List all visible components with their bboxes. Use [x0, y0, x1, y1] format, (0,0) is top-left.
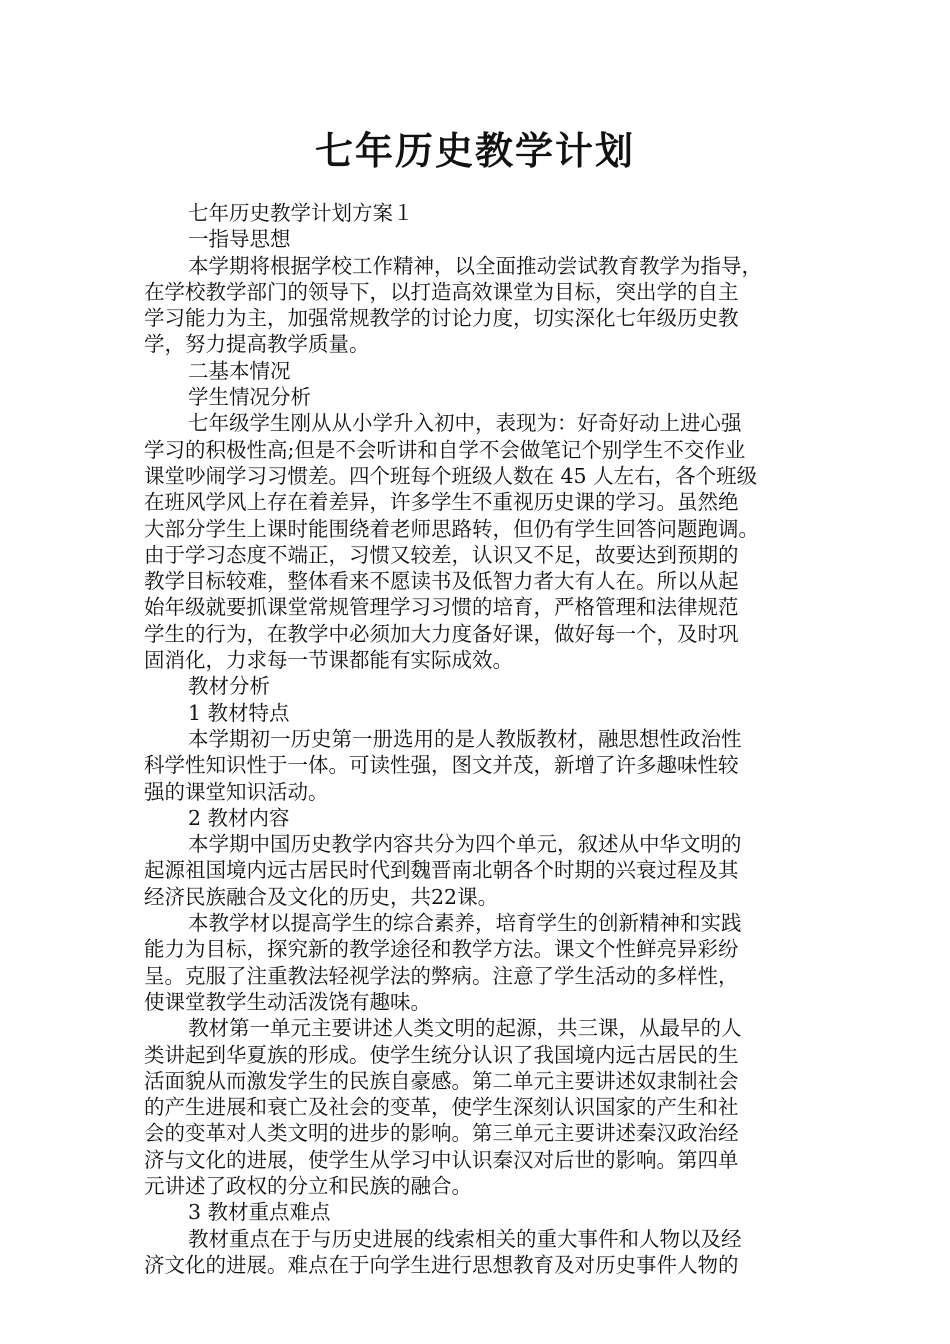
text-line: 会的变革对人类文明的进步的影响。第三单元主要讲述秦汉政治经 — [144, 1121, 739, 1146]
text-line: 固消化，力求每一节课都能有实际成效。 — [144, 648, 513, 673]
document-title: 七年历史教学计划 — [314, 128, 635, 173]
text-line: 教学目标较难，整体看来不愿读书及低智力者大有人在。所以从起 — [144, 569, 739, 594]
text-line: 经济民族融合及文化的历史，共22课。 — [144, 884, 499, 909]
text-line: 学生情况分析 — [188, 385, 311, 410]
text-line: 学，努力提高教学质量。 — [144, 332, 370, 357]
text-line: 活面貌从而激发学生的民族自豪感。第二单元主要讲述奴隶制社会 — [144, 1068, 739, 1093]
text-line: 七年级学生刚从从小学升入初中，表现为：好奇好动上进心强 — [188, 411, 742, 436]
text-line: 能力为目标，探究新的教学途径和教学方法。课文个性鲜亮异彩纷 — [144, 937, 739, 962]
text-line: 本学期将根据学校工作精神，以全面推动尝试教育教学为指导， — [188, 253, 762, 278]
text-line: 2 教材内容 — [188, 805, 290, 830]
text-line: 由于学习态度不端正，习惯又较差，认识又不足，故要达到预期的 — [144, 542, 739, 567]
text-line: 使课堂教学生动活泼饶有趣味。 — [144, 989, 431, 1014]
text-line: 二基本情况 — [188, 358, 291, 383]
text-line: 济文化的进展。难点在于向学生进行思想教育及对历史事件人物的 — [144, 1252, 739, 1277]
text-line: 济与文化的进展，使学生从学习中认识秦汉对后世的影响。第四单 — [144, 1147, 739, 1172]
text-line: 本学期初一历史第一册选用的是人教版教材，融思想性政治性 — [188, 726, 742, 751]
text-line: 学习能力为主，加强常规教学的讨论力度，切实深化七年级历史教 — [144, 306, 739, 331]
text-line: 一指导思想 — [188, 227, 291, 252]
text-line: 的产生进展和衰亡及社会的变革，使学生深刻认识国家的产生和社 — [144, 1095, 739, 1120]
text-line: 在学校教学部门的领导下，以打造高效课堂为目标，突出学的自主 — [144, 279, 739, 304]
text-line: 强的课堂知识活动。 — [144, 779, 329, 804]
text-line: 呈。克服了注重教法轻视学法的弊病。注意了学生活动的多样性， — [144, 963, 739, 988]
text-line: 科学性知识性于一体。可读性强，图文并茂，新增了许多趣味性较 — [144, 753, 739, 778]
text-line: 起源祖国境内远古居民时代到魏晋南北朝各个时期的兴衰过程及其 — [144, 858, 739, 883]
document-body — [144, 200, 820, 1278]
text-line: 类讲起到华夏族的形成。使学生统分认识了我国境内远古居民的生 — [144, 1042, 739, 1067]
text-line: 大部分学生上课时能围绕着老师思路转，但仍有学生回答问题跑调。 — [144, 516, 759, 541]
text-line: 七年历史教学计划方案１ — [188, 201, 414, 225]
text-line: 教材分析 — [188, 674, 270, 699]
text-line: 始年级就要抓课堂常规管理学习习惯的培育，严格管理和法律规范 — [144, 595, 739, 620]
text-line: 课堂吵闹学习习惯差。四个班每个班级人数在 45 人左右，各个班级 — [144, 463, 758, 488]
text-line: 学生的行为，在教学中必须加大力度备好课，做好每一个，及时巩 — [144, 621, 739, 646]
text-line: 3 教材重点难点 — [188, 1200, 331, 1225]
text-line: 本学期中国历史教学内容共分为四个单元，叙述从中华文明的 — [188, 832, 742, 857]
text-line: 教材重点在于与历史进展的线索相关的重大事件和人物以及经 — [188, 1226, 742, 1251]
text-line: 元讲述了政权的分立和民族的融合。 — [144, 1173, 472, 1198]
text-line: 1 教材特点 — [188, 700, 290, 725]
text-line: 教材第一单元主要讲述人类文明的起源，共三课，从最早的人 — [188, 1016, 742, 1041]
text-line: 学习的积极性高;但是不会听讲和自学不会做笔记个别学生不交作业 — [144, 437, 746, 462]
text-line: 本教学材以提高学生的综合素养，培育学生的创新精神和实践 — [188, 911, 742, 936]
text-line: 在班风学风上存在着差异，许多学生不重视历史课的学习。虽然绝 — [144, 490, 739, 515]
